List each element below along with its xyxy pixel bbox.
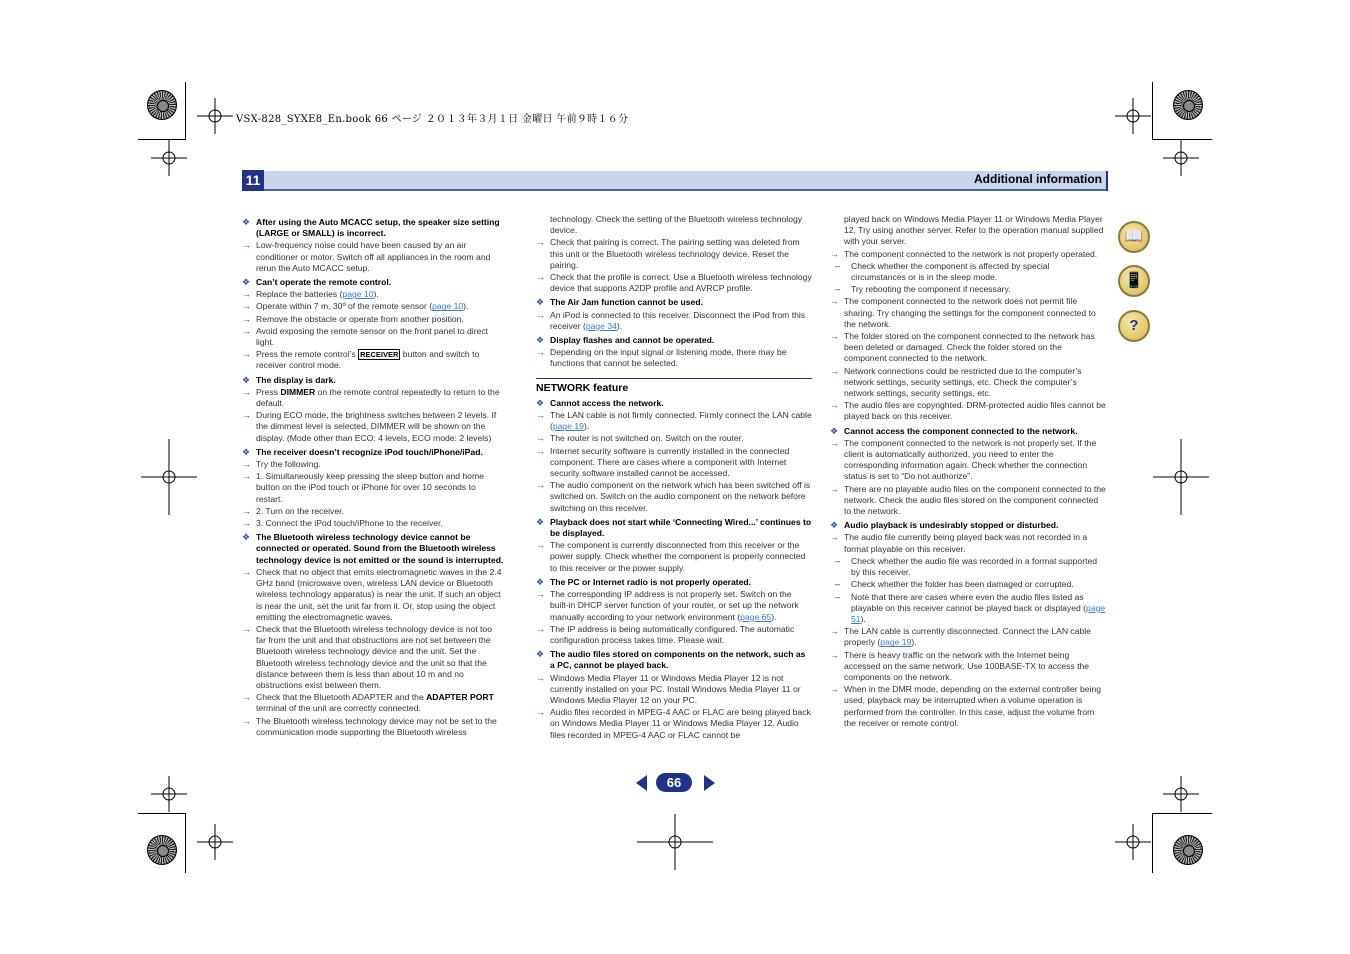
- arrow-icon: →: [242, 459, 251, 470]
- arrow-icon: →: [536, 445, 545, 456]
- arrow-icon: →: [242, 301, 251, 312]
- diamond-icon: ❖: [830, 425, 839, 436]
- item-text: Check that the Bluetooth ADAPTER and the: [256, 692, 427, 703]
- list-item: [242, 567, 504, 623]
- arrow-icon: →: [242, 505, 251, 516]
- list-item: [242, 289, 504, 300]
- arrow-icon: →: [536, 237, 545, 248]
- trouble-heading: [242, 217, 504, 239]
- item-text: Depending on the input signal or listening mode, there may be functions that cannot be selected.: [550, 347, 787, 369]
- arrow-icon: →: [830, 331, 839, 342]
- item-text: 2. Turn on the receiver.: [256, 505, 344, 516]
- list-item: [830, 579, 1106, 590]
- item-text: Display flashes and cannot be operated.: [550, 335, 715, 346]
- arrow-icon: →: [536, 589, 545, 600]
- list-item: [242, 314, 504, 325]
- list-item: [536, 624, 812, 646]
- diamond-icon: ❖: [242, 217, 251, 227]
- list-item: [536, 589, 812, 623]
- arrow-icon: →: [242, 471, 251, 482]
- list-item: [536, 480, 812, 514]
- arrow-icon: →: [830, 483, 839, 494]
- arrow-icon: →: [242, 349, 251, 360]
- item-text: Replace the batteries (: [256, 289, 343, 300]
- item-text: Internet security software is currently installed in the connected component. There are cases where a component with Internet security software installed cannot be accessed.: [550, 445, 790, 479]
- list-item: [830, 592, 1106, 626]
- list-item: [536, 673, 812, 707]
- item-text: Press: [256, 386, 281, 397]
- arrow-icon: →: [242, 715, 251, 726]
- dash-bullet: –: [835, 591, 841, 602]
- arrow-icon: →: [830, 532, 839, 543]
- list-item: [242, 387, 504, 409]
- item-text-after: ).: [463, 301, 469, 312]
- item-text: The Air Jam function cannot be used.: [550, 297, 703, 308]
- page-link[interactable]: page 10: [432, 301, 464, 312]
- item-text: During ECO mode, the brightness switches between 2 levels. If the dimmest level is selected, DIMMER will be shown on the display. (Mode other than ECO: 4 levels, ECO mode: 2 levels): [256, 410, 497, 443]
- item-text: Windows Media Player 11 or Windows Media Player 12 is not currently installed on your PC. Install Windows Media Player 11 or Windows Media Player 12 on your PC.: [550, 672, 801, 705]
- page-number: 66: [656, 773, 692, 792]
- trouble-heading: [536, 577, 812, 588]
- list-item: [830, 400, 1106, 422]
- page-navigation: [636, 773, 716, 793]
- arrow-icon: →: [536, 540, 545, 551]
- diamond-icon: ❖: [830, 520, 839, 531]
- remote-icon[interactable]: 📱: [1118, 265, 1150, 297]
- item-text: technology. Check the setting of the Bluetooth wireless technology device.: [550, 214, 803, 236]
- diamond-icon: ❖: [242, 277, 251, 288]
- diamond-icon: ❖: [242, 374, 251, 385]
- item-text: The component is currently disconnected from this receiver or the power supply. Check whether the component is properly connected to this receiver or the power supply.: [550, 540, 806, 573]
- item-text-after: ).: [771, 611, 777, 622]
- page-link[interactable]: page 34: [585, 320, 617, 331]
- arrow-icon: →: [242, 386, 251, 397]
- trouble-heading: [242, 447, 504, 458]
- item-text: Remove the obstacle or operate from another position.: [256, 313, 464, 324]
- dash-bullet: –: [835, 579, 841, 590]
- item-text: The audio files stored on components on the network, such as a PC, cannot be played back.: [550, 649, 806, 671]
- column-3: [830, 214, 1106, 730]
- item-text: The display is dark.: [256, 374, 336, 385]
- item-text: Try the following.: [256, 459, 321, 470]
- list-item: [830, 438, 1106, 483]
- list-item: [830, 484, 1106, 518]
- receiver-key: RECEIVER: [360, 350, 399, 360]
- item-text: Note that there are cases where even the audio files listed as playable on this receiver cannot be played back or displayed (: [851, 591, 1087, 613]
- item-text: The IP address is being automatically configured. The automatic configuration process takes time. Please wait.: [550, 623, 795, 645]
- key-label: DIMMER: [280, 386, 316, 397]
- list-item: [242, 410, 504, 444]
- item-text: Can’t operate the remote control.: [256, 277, 392, 288]
- arrow-icon: →: [536, 623, 545, 634]
- item-text: Cannot access the network.: [550, 397, 664, 408]
- arrow-icon: →: [242, 325, 251, 336]
- item-text-after: ).: [373, 289, 379, 300]
- item-text: The router is not switched on. Switch on the router.: [550, 433, 744, 444]
- diamond-icon: ❖: [242, 446, 251, 457]
- list-item: [242, 471, 504, 505]
- item-text: The component connected to the network is not properly operated.: [844, 248, 1098, 259]
- diamond-icon: ❖: [536, 576, 545, 587]
- book-icon[interactable]: 📖: [1118, 221, 1150, 253]
- list-item: [242, 326, 504, 348]
- print-info: VSX-828_SYXE8_En.book 66 ページ ２０１３年３月１日 金曜日 午前９時１６分: [236, 114, 629, 125]
- item-text: Audio files recorded in MPEG-4 AAC or FLAC are being played back on Windows Media Player 11 or Windows Media Player 12. Audio files recorded in MPEG-4 AAC or FLAC cannot be: [550, 707, 811, 740]
- list-item: [242, 692, 504, 714]
- item-text: The component connected to the network is not properly set. If the client is automatically authorized, you need to enter the corresponding information again. Check whether the connection status is set to “Do not authorize”.: [844, 437, 1097, 482]
- trouble-heading: [536, 335, 812, 346]
- item-text: 1. Simultaneously keep pressing the sleep button and home button on the iPod touch or iPhone for over 10 seconds to restart.: [256, 471, 484, 504]
- item-text: Low-frequency noise could have been caused by an air conditioner or motor. Switch off all appliances in the room and rerun the Auto MCACC setup.: [256, 240, 491, 273]
- arrow-icon: →: [536, 410, 545, 421]
- item-text: Audio playback is undesirably stopped or disturbed.: [844, 520, 1059, 531]
- arrow-icon: →: [536, 347, 545, 358]
- page-link[interactable]: page 10: [342, 289, 374, 300]
- diamond-icon: ❖: [242, 532, 251, 543]
- arrow-icon: →: [242, 313, 251, 324]
- list-item: [242, 459, 504, 470]
- item-text: Operate within 7 m, 30º of the remote sensor (: [256, 301, 433, 312]
- item-text: Check that no object that emits electromagnetic waves in the 2.4 GHz band (microwave oven, wireless LAN device or Bluetooth wireless technology apparatus) is near the unit. If such an object is near the unit, set the unit far from it. Or, stop using the object emitting the electromagnetic waves.: [256, 566, 502, 622]
- trouble-heading: [830, 520, 1106, 531]
- item-text: The audio files are copyrighted. DRM-protected audio files cannot be played back on this receiver.: [844, 400, 1106, 422]
- arrow-icon: →: [536, 672, 545, 683]
- arrow-icon: →: [830, 649, 839, 660]
- list-item: [830, 532, 1106, 554]
- list-item: [830, 261, 1106, 283]
- item-text: Cannot access the component connected to the network.: [844, 425, 1078, 436]
- list-item: [536, 272, 812, 294]
- list-item: [536, 446, 812, 480]
- list-item: [536, 540, 812, 574]
- diamond-icon: ❖: [536, 397, 545, 408]
- key-label: ADAPTER PORT: [426, 692, 494, 703]
- item-text: After using the Auto MCACC setup, the speaker size setting (LARGE or SMALL) is incorrect.: [256, 217, 500, 239]
- arrow-icon: →: [536, 433, 545, 444]
- item-text: The PC or Internet radio is not properly operated.: [550, 576, 752, 587]
- list-item: [830, 626, 1106, 648]
- list-item: [830, 684, 1106, 729]
- list-item: [242, 716, 504, 738]
- page-link[interactable]: page 19: [552, 421, 584, 432]
- dash-bullet: –: [835, 555, 841, 566]
- page-link[interactable]: page 51: [851, 602, 1106, 624]
- trouble-heading: [242, 277, 504, 288]
- list-item: [242, 301, 504, 312]
- chapter-number: 11: [242, 170, 264, 191]
- list-item: [830, 214, 1106, 248]
- page-title: Additional information: [974, 172, 1102, 186]
- item-text: The Bluetooth wireless technology device cannot be connected or operated. Sound from the Bluetooth wireless technology device is not emitted or the sound is interrupted.: [256, 532, 504, 565]
- item-text: Check whether the audio file was recorded in a format supported by this receiver.: [851, 555, 1098, 578]
- item-text: Playback does not start while ‘Connecting Wired...’ continues to be displayed.: [550, 516, 812, 539]
- item-text-after: ).: [860, 613, 866, 624]
- list-item: [536, 707, 812, 741]
- item-text: The LAN cable is currently disconnected. Connect the LAN cable properly (: [844, 626, 1091, 648]
- arrow-icon: →: [242, 692, 251, 703]
- item-text: The receiver doesn’t recognize iPod touch/iPhone/iPad.: [256, 446, 483, 457]
- arrow-icon: →: [830, 296, 839, 307]
- list-item: [830, 366, 1106, 400]
- item-text: Check that the Bluetooth wireless technology device is not too far from the unit and that obstructions are not set between the Bluetooth wireless technology device and the unit. Set the Bluetooth wireless technology device and the unit so that the distance between them is less than about 10 m and no obstructions exist between them.: [256, 623, 492, 690]
- list-item: [242, 506, 504, 517]
- item-text: The audio component on the network which has been switched off is switched on. Switch on the audio component on the network before switching on this receiver.: [550, 480, 811, 513]
- item-text: The corresponding IP address is not properly set. Switch on the built-in DHCP server function of your router, or set up the network manually according to your network environment (: [550, 589, 799, 622]
- item-text: Avoid exposing the remote sensor on the front panel to direct light.: [256, 325, 489, 348]
- diamond-icon: ❖: [536, 649, 545, 660]
- diamond-icon: ❖: [536, 297, 545, 308]
- list-item: [242, 240, 504, 274]
- next-page-arrow-icon[interactable]: [704, 775, 715, 791]
- arrow-icon: →: [536, 707, 545, 718]
- question-icon[interactable]: ?: [1118, 310, 1150, 342]
- list-item: [242, 349, 504, 371]
- list-item: [830, 296, 1106, 330]
- trouble-heading: [536, 517, 812, 539]
- item-text-after: on the remote control repeatedly to return to the default.: [256, 386, 500, 409]
- arrow-icon: →: [830, 365, 839, 376]
- item-text: When in the DMR mode, depending on the external controller being used, playback may be interrupted when a volume operation is performed from the controller. In this case, adjust the volume from the receiver or remote control.: [844, 684, 1102, 728]
- arrow-icon: →: [242, 410, 251, 421]
- column-2: [536, 214, 812, 742]
- arrow-icon: →: [536, 480, 545, 491]
- list-item: [536, 410, 812, 432]
- dash-bullet: –: [835, 260, 841, 271]
- list-item: [536, 310, 812, 332]
- item-text: The folder stored on the component connected to the network has been deleted or damaged. Check the folder stored on the component connected to the network.: [844, 331, 1095, 364]
- item-text: The Bluetooth wireless technology device may not be set to the communication mode supporting the Bluetooth wireless: [256, 715, 497, 737]
- arrow-icon: →: [830, 684, 839, 695]
- item-text: Check whether the folder has been damaged or corrupted.: [851, 579, 1074, 590]
- arrow-icon: →: [830, 248, 839, 259]
- arrow-icon: →: [242, 289, 251, 300]
- item-text: There is heavy traffic on the network with the Internet being accessed on the same network. Use 100BASE-TX to access the components on the network.: [844, 649, 1090, 682]
- list-item: [242, 518, 504, 529]
- arrow-icon: →: [536, 309, 545, 320]
- arrow-icon: →: [830, 626, 839, 637]
- arrow-icon: →: [242, 623, 251, 634]
- list-item: [536, 237, 812, 271]
- arrow-icon: →: [242, 518, 251, 529]
- page-link[interactable]: page 19: [880, 637, 912, 648]
- trouble-heading: [242, 375, 504, 386]
- trouble-heading: [830, 426, 1106, 437]
- list-item: [830, 249, 1106, 260]
- list-item: [830, 650, 1106, 684]
- item-text: played back on Windows Media Player 11 or Windows Media Player 12. Try using another server. Refer to the operation manual supplied with your server.: [844, 214, 1104, 247]
- previous-page-arrow-icon[interactable]: [636, 775, 647, 791]
- item-text: The audio file currently being played back was not recorded in a format playable on this receiver.: [844, 532, 1088, 554]
- item-text-after: button and switch to receiver control mode.: [256, 349, 480, 371]
- trouble-heading: [536, 649, 812, 671]
- item-text: Network connections could be restricted due to the computer’s network settings, security settings, etc. Check the computer’s network settings, security settings, etc.: [844, 365, 1082, 399]
- arrow-icon: →: [242, 240, 251, 251]
- arrow-icon: →: [536, 272, 545, 283]
- list-item: [830, 331, 1106, 365]
- trouble-heading: [536, 398, 812, 409]
- list-item: [830, 284, 1106, 295]
- list-item: [242, 624, 504, 691]
- dash-bullet: –: [835, 284, 841, 295]
- diamond-icon: ❖: [536, 516, 545, 527]
- item-text: There are no playable audio files on the component connected to the network. Check the audio files stored on the component connected to the network.: [844, 483, 1106, 517]
- section-heading: NETWORK feature: [536, 378, 812, 394]
- item-text: Check whether the component is affected by special circumstances or is in the sleep mode.: [851, 260, 1050, 283]
- page-link[interactable]: page 65: [740, 611, 772, 622]
- arrow-icon: →: [242, 566, 251, 577]
- column-1: [242, 214, 504, 739]
- item-text: The component connected to the network does not permit file sharing. Try changing the settings for the component connected to the network.: [844, 296, 1096, 329]
- trouble-heading: [536, 297, 812, 308]
- item-text: An iPod is connected to this receiver. Disconnect the iPod from this receiver (: [550, 309, 806, 331]
- trouble-heading: [242, 532, 504, 566]
- item-text: The LAN cable is not firmly connected. Firmly connect the LAN cable (: [550, 410, 812, 432]
- list-item: [536, 433, 812, 444]
- item-text-after: ).: [616, 320, 623, 331]
- header-end-mark: [1106, 171, 1108, 191]
- item-text: Check that pairing is correct. The pairing setting was deleted from this unit or the Bluetooth wireless technology device. Reset the pairing.: [550, 237, 800, 270]
- item-text-after: terminal of the unit are correctly connected.: [256, 703, 421, 714]
- list-item: [830, 556, 1106, 578]
- item-text-after: ).: [911, 637, 917, 648]
- item-text: Press the remote control’s: [256, 349, 359, 360]
- diamond-icon: ❖: [536, 335, 545, 346]
- arrow-icon: →: [830, 400, 839, 411]
- item-text: 3. Connect the iPod touch/iPhone to the receiver.: [256, 518, 443, 529]
- item-text: Check that the profile is correct. Use a Bluetooth wireless technology device that supports A2DP profile and AVRCP profile.: [550, 272, 812, 294]
- arrow-icon: →: [830, 437, 839, 448]
- list-item: [536, 214, 812, 236]
- list-item: [536, 347, 812, 369]
- item-text-after: ).: [583, 421, 590, 432]
- item-text: Try rebooting the component if necessary.: [851, 284, 1011, 295]
